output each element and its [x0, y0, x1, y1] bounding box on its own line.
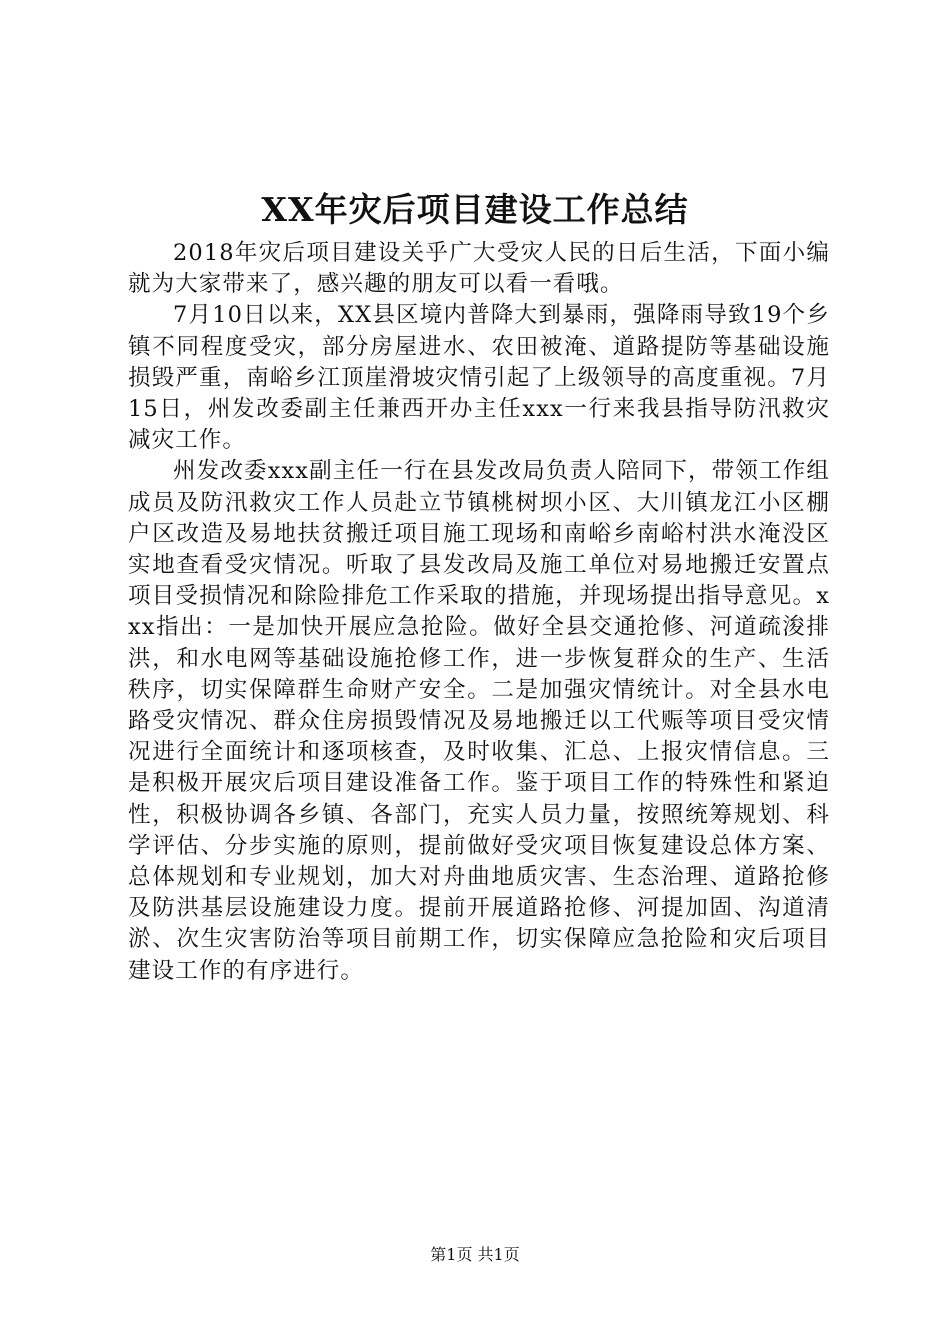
document-body	[128, 238, 830, 987]
paragraph-intro: 2018年灾后项目建设关乎广大受灾人民的日后生活，下面小编就为大家带来了，感兴趣的朋友可以看一看哦。	[128, 240, 830, 298]
paragraph-disaster-overview: 7月10日以来，XX县区境内普降大到暴雨，强降雨导致19个乡镇不同程度受灾，部分房屋进水、农田被淹、道路提防等基础设施损毁严重，南峪乡江顶崖滑坡灾情引起了上级领导的高度重视。7月15日，州发改委副主任兼西开办主任xxx一行来我县指导防汛救灾减灾工作。	[128, 302, 830, 454]
paragraph-inspection-details: 州发改委xxx副主任一行在县发改局负责人陪同下，带领工作组成员及防汛救灾工作人员赴立节镇桃树坝小区、大川镇龙江小区棚户区改造及易地扶贫搬迁项目施工现场和南峪乡南峪村洪水淹没区实地查看受灾情况。听取了县发改局及施工单位对易地搬迁安置点项目受损情况和除险排危工作采取的措施，并现场提出指导意见。xxx指出：一是加快开展应急抢险。做好全县交通抢修、河道疏浚排洪，和水电网等基础设施抢修工作，进一步恢复群众的生产、生活秩序，切实保障群生命财产安全。二是加强灾情统计。对全县水电路受灾情况、群众住房损毁情况及易地搬迁以工代赈等项目受灾情况进行全面统计和逐项核查，及时收集、汇总、上报灾情信息。三是积极开展灾后项目建设准备工作。鉴于项目工作的特殊性和紧迫性，积极协调各乡镇、各部门，充实人员力量，按照统筹规划、科学评估、分步实施的原则，提前做好受灾项目恢复建设总体方案、总体规划和专业规划，加大对舟曲地质灾害、生态治理、道路抢修及防洪基层设施建设力度。提前开展道路抢修、河提加固、沟道清淤、次生灾害防治等项目前期工作，切实保障应急抢险和灾后项目建设工作的有序进行。	[128, 458, 830, 984]
document-title: XX年灾后项目建设工作总结	[261, 190, 689, 229]
page-footer: 第1页 共1页	[430, 1245, 520, 1264]
